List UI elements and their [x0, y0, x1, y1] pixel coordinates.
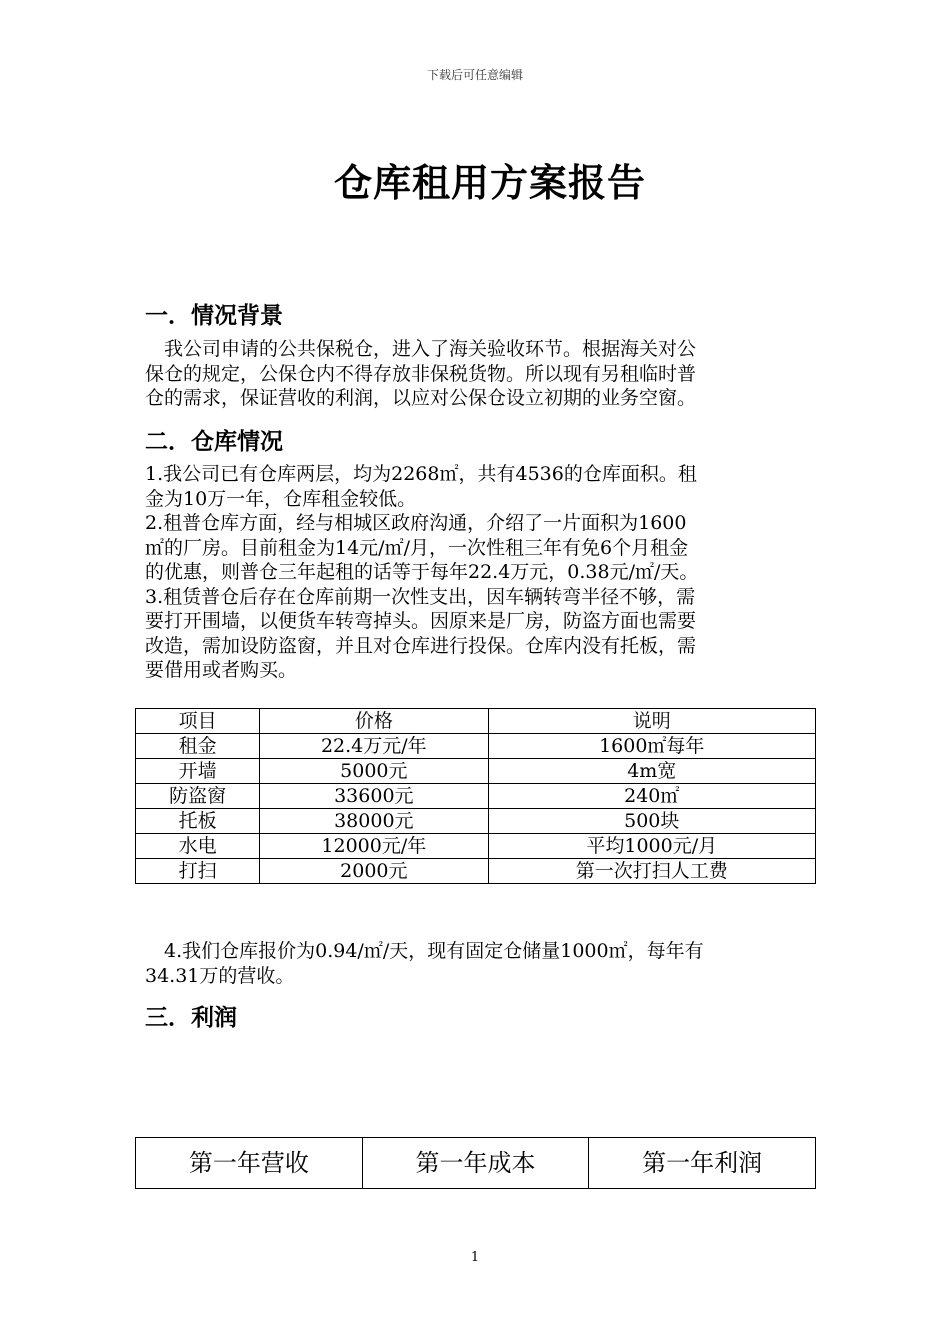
section-warehouse-paragraph: [145, 462, 807, 683]
paragraph-line: 我公司申请的公共保税仓，进入了海关验收环节。根据海关对公: [145, 338, 697, 360]
section-heading-warehouse: 二．仓库情况: [145, 429, 283, 455]
cost-table: [135, 708, 816, 884]
table-cell: 5000元: [260, 759, 488, 784]
table-cell: 33600元: [260, 784, 488, 809]
profit-table: [135, 1137, 816, 1189]
page-number: 1: [470, 1250, 480, 1265]
table-header-cell: 价格: [260, 709, 488, 734]
table-cell: 12000元/年: [260, 834, 488, 859]
table-cell: 水电: [136, 834, 260, 859]
table-cell: 22.4万元/年: [260, 734, 488, 759]
paragraph-line: 保仓的规定，公保仓内不得存放非保税货物。所以现有另租临时普: [145, 362, 697, 385]
table-row: [136, 859, 816, 884]
paragraph-line: ㎡的厂房。目前租金为14元/㎡/月，一次性租三年有免6个月租金: [145, 536, 689, 559]
table-header-cell: 项目: [136, 709, 260, 734]
header-note: 下载后可任意编辑: [426, 68, 523, 82]
table-cell: 打扫: [136, 859, 260, 884]
table-header-cell: 第一年营收: [136, 1138, 363, 1189]
table-cell: 2000元: [260, 859, 488, 884]
table-header-cell: 第一年成本: [362, 1138, 589, 1189]
paragraph-line: 4.我们仓库报价为0.94/㎡/天，现有固定仓储量1000㎡，每年有: [145, 940, 704, 962]
table-cell: 4m宽: [488, 759, 815, 784]
table-cell: 防盗窗: [136, 784, 260, 809]
table-header-row: [136, 709, 816, 734]
table-cell: 第一次打扫人工费: [488, 859, 815, 884]
paragraph-line: 1.我公司已有仓库两层，均为2268㎡，共有4536的仓库面积。租: [145, 463, 697, 485]
table-cell: 平均1000元/月: [488, 834, 815, 859]
document-title: 仓库租用方案报告: [333, 160, 646, 205]
paragraph-line: 34.31万的营收。: [145, 964, 295, 987]
section-heading-profit: 三．利润: [145, 1005, 237, 1031]
table-cell: 开墙: [136, 759, 260, 784]
paragraph-line: 要打开围墙，以便货车转弯掉头。因原来是厂房，防盗方面也需要: [145, 610, 697, 632]
section-heading-background: 一．情况背景: [145, 303, 283, 329]
table-row: [136, 759, 816, 784]
section-background-paragraph: [145, 337, 807, 411]
table-cell: 1600㎡每年: [488, 734, 815, 759]
paragraph-line: 的优惠，则普仓三年起租的话等于每年22.4万元，0.38元/㎡/天。: [145, 561, 699, 583]
table-header-cell: 第一年利润: [589, 1138, 816, 1189]
table-cell: 500块: [488, 809, 815, 834]
table-cell: 240㎡: [488, 784, 815, 809]
paragraph-line: 金为10万一年，仓库租金较低。: [145, 487, 417, 510]
table-row: [136, 834, 816, 859]
table-header-row: [136, 1138, 816, 1189]
table-header-cell: 说明: [488, 709, 815, 734]
table-row: [136, 809, 816, 834]
table-cell: 38000元: [260, 809, 488, 834]
table-cell: 托板: [136, 809, 260, 834]
revenue-paragraph: [145, 939, 807, 988]
paragraph-line: 3.租赁普仓后存在仓库前期一次性支出，因车辆转弯半径不够，需: [145, 585, 696, 608]
paragraph-line: 仓的需求，保证营收的利润，以应对公保仓设立初期的业务空窗。: [145, 387, 697, 409]
paragraph-line: 改造，需加设防盗窗，并且对仓库进行投保。仓库内没有托板，需: [145, 634, 697, 657]
paragraph-line: 要借用或者购买。: [145, 659, 298, 681]
table-row: [136, 784, 816, 809]
paragraph-line: 2.租普仓库方面，经与相城区政府沟通，介绍了一片面积为1600: [145, 512, 687, 534]
table-cell: 租金: [136, 734, 260, 759]
table-row: [136, 734, 816, 759]
